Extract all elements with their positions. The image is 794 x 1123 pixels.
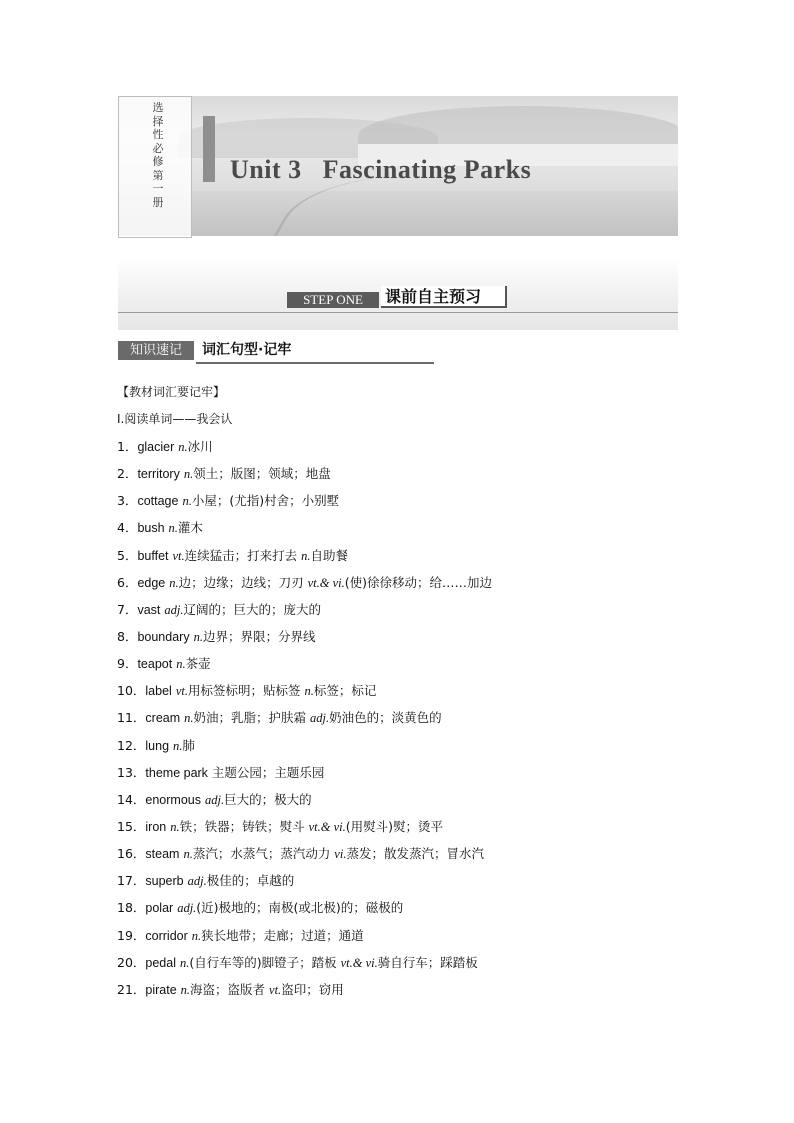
entry-definition: (使)徐徐移动；给……加边 [344, 574, 493, 590]
entry-definition: 肺 [182, 737, 195, 753]
part-of-speech: n. [180, 982, 191, 997]
banner-road-shape [268, 176, 471, 236]
part-of-speech: n. [170, 819, 180, 834]
entry-number: 20． [117, 954, 146, 970]
entry-definition: 用标签标明；贴标签 [187, 683, 305, 699]
entry-number: 19． [117, 927, 146, 943]
entry-word: cottage [137, 494, 179, 509]
part-of-speech: n. [176, 657, 186, 672]
entry-number: 16． [117, 846, 146, 862]
entry-number: 9． [117, 656, 138, 672]
entry-word: corridor [145, 928, 188, 943]
part-of-speech: n. [193, 629, 203, 644]
entry-definition: 连续猛击；打来打去 [184, 547, 302, 563]
vocab-list [117, 438, 492, 1008]
entry-definition: 灌木 [177, 520, 203, 536]
entry-word: territory [137, 467, 180, 482]
entry-word: boundary [137, 629, 190, 644]
entry-definition: 边界；界限；分界线 [202, 628, 316, 644]
entry-word: edge [137, 575, 166, 590]
vocab-entry [117, 899, 492, 926]
subheading: 【教材词汇要记牢】 [117, 385, 226, 399]
entry-number: 14． [117, 791, 146, 807]
part-of-speech: adj. [164, 602, 184, 617]
entry-definition: 自助餐 [310, 547, 349, 563]
vocab-entry [117, 574, 492, 601]
entry-number: 15． [117, 818, 146, 834]
entry-word: glacier [137, 440, 175, 454]
entry-word: polar [145, 901, 174, 916]
step-label: STEP ONE [287, 292, 379, 308]
part-of-speech: vt.& vi. [340, 955, 378, 970]
step-title: 课前自主预习 [381, 286, 507, 308]
entry-number: 3． [117, 493, 138, 509]
entry-definition: 海盗；盗版者 [190, 981, 270, 997]
part-of-speech: n. [191, 928, 202, 943]
entry-definition: 主题公园；主题乐园 [211, 764, 325, 780]
entry-definition: 小屋；(尤指)村舍；小别墅 [191, 493, 340, 509]
entry-word: vast [137, 602, 161, 617]
entry-number: 8． [117, 628, 138, 644]
entry-definition: 极佳的；卓越的 [206, 873, 295, 889]
entry-word: pedal [145, 955, 176, 970]
vocab-entry [117, 981, 492, 1008]
entry-number: 18． [117, 900, 146, 916]
entry-definition: 蒸汽；水蒸气；蒸汽动力 [192, 846, 335, 862]
vocab-entry [117, 927, 492, 954]
entry-definition: 冰川 [187, 439, 213, 454]
entry-number: 1． [117, 439, 138, 454]
part-of-speech: n. [173, 738, 183, 753]
part-of-speech: vt. [175, 684, 188, 699]
entry-definition: 盗印；窃用 [281, 981, 344, 997]
entry-number: 13． [117, 764, 146, 780]
vocab-entry [117, 791, 492, 818]
entry-number: 7． [117, 601, 138, 617]
vocab-entry [117, 737, 492, 764]
part-of-speech: n. [168, 521, 178, 536]
part-of-speech: vt. [172, 548, 185, 563]
part-of-speech: vt.& vi. [307, 575, 345, 590]
entry-definition: 奶油；乳脂；护肤霜 [193, 710, 310, 726]
part-of-speech: n. [169, 575, 179, 590]
part-of-speech: adj. [204, 792, 225, 807]
part-of-speech: n. [178, 440, 188, 454]
entry-number: 11． [117, 710, 146, 726]
entry-number: 10． [117, 683, 146, 699]
entry-definition: 标签；标记 [313, 683, 377, 699]
title-accent-bar [203, 116, 215, 182]
entry-definition: (用熨斗)熨；烫平 [345, 818, 443, 834]
part-of-speech: n. [183, 467, 194, 482]
vocab-entry [117, 628, 492, 655]
entry-number: 4． [117, 520, 138, 536]
book-label: 选择性必修第一册 [152, 101, 164, 209]
section-tag: 知识速记 [118, 341, 194, 360]
entry-word: theme park [145, 765, 208, 780]
entry-word: enormous [145, 792, 201, 807]
part-of-speech: vt.& vi. [308, 819, 346, 834]
vocab-entry [117, 547, 492, 574]
part-of-speech: adj. [309, 711, 330, 726]
entry-word: cream [145, 711, 181, 726]
part-of-speech: n. [183, 847, 193, 862]
part-of-speech: n. [304, 684, 314, 699]
entry-word: pirate [145, 982, 177, 997]
vocab-entry [117, 709, 492, 736]
entry-definition: 领土；版图；领域；地盘 [193, 466, 331, 482]
entry-definition: 边；边缘；边线；刀刃 [178, 574, 308, 590]
part-of-speech: n. [182, 494, 192, 509]
part-of-speech: adj. [187, 874, 207, 889]
part-of-speech: n. [301, 548, 311, 563]
section-title: 词汇句型·记牢 [202, 342, 292, 358]
entry-number: 17． [117, 873, 146, 889]
entry-number: 5． [117, 547, 138, 563]
entry-definition: (自行车等的)脚镫子；踏板 [189, 954, 341, 970]
vocab-entry [117, 655, 492, 682]
vocab-entry [117, 465, 492, 492]
vocab-entry [117, 519, 492, 546]
vocab-entry [117, 954, 492, 981]
part-of-speech: n. [179, 955, 190, 970]
entry-definition: 骑自行车；踩踏板 [377, 954, 478, 970]
entry-word: bush [137, 521, 165, 536]
entry-definition: 铁；铁器；铸铁；熨斗 [179, 818, 309, 834]
entry-definition: 巨大的；极大的 [224, 791, 312, 807]
entry-definition: 辽阔的；巨大的；庞大的 [183, 601, 321, 617]
entry-definition: 茶壶 [185, 656, 211, 672]
entry-word: label [145, 684, 172, 699]
entry-definition: (近)极地的；南极(或北极)的；磁极的 [196, 900, 404, 916]
part-title: Ⅰ.阅读单词——我会认 [117, 412, 233, 426]
vocab-entry [117, 818, 492, 845]
vocab-entry [117, 764, 492, 791]
entry-number: 2． [117, 466, 138, 482]
part-of-speech: vi. [334, 847, 347, 862]
part-of-speech: n. [184, 711, 194, 726]
entry-number: 12． [117, 737, 146, 753]
entry-number: 21． [117, 981, 146, 997]
entry-word: lung [145, 738, 170, 753]
section-underline [196, 362, 434, 364]
vocab-entry [117, 438, 492, 465]
vocab-entry [117, 601, 492, 628]
entry-word: teapot [137, 657, 173, 672]
entry-word: iron [145, 819, 167, 834]
step-divider [118, 312, 678, 313]
unit-title: Unit 3 Fascinating Parks [230, 155, 532, 184]
entry-word: superb [145, 874, 184, 889]
entry-definition: 狭长地带；走廊；过道；通道 [201, 927, 364, 943]
entry-word: buffet [137, 548, 169, 563]
vocab-entry [117, 845, 492, 872]
part-of-speech: adj. [177, 901, 197, 916]
vocab-entry [117, 682, 492, 709]
entry-word: steam [145, 847, 180, 862]
entry-number: 6． [117, 574, 138, 590]
vocab-entry [117, 492, 492, 519]
entry-definition: 奶油色的；淡黄色的 [329, 710, 442, 726]
part-of-speech: vt. [269, 982, 282, 997]
vocab-entry [117, 872, 492, 899]
entry-definition: 蒸发；散发蒸汽；冒水汽 [346, 846, 484, 862]
